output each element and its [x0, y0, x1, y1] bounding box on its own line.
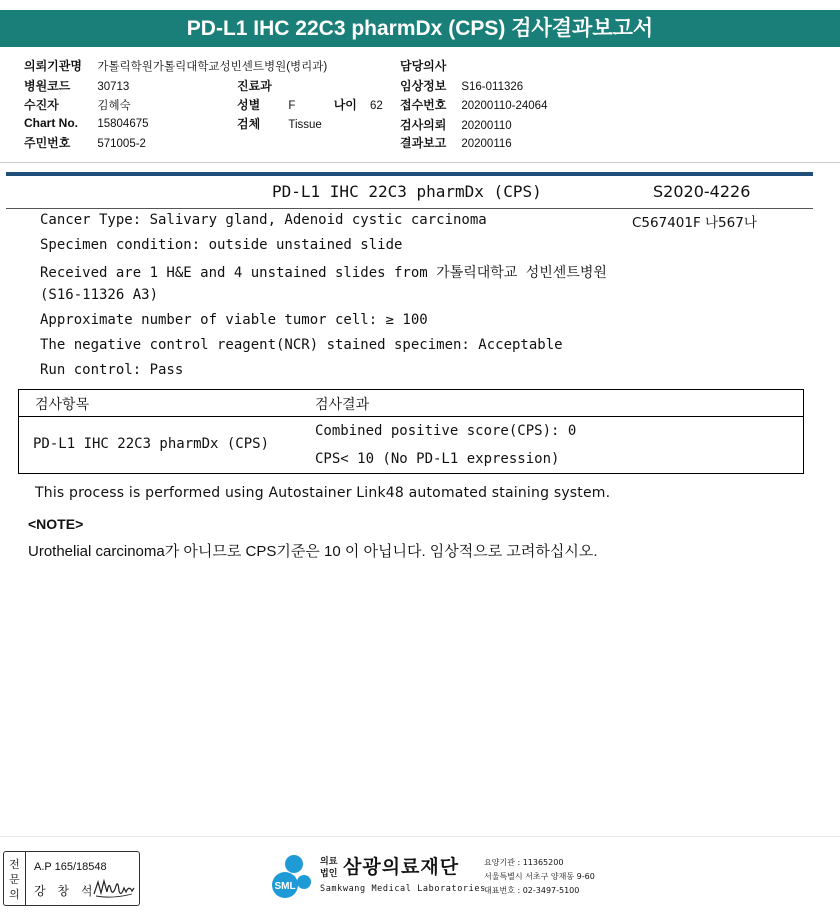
org-name: 삼광의료재단: [343, 856, 460, 878]
pathologist-name: 강 창 석: [34, 884, 97, 898]
specialist-char: 문: [9, 873, 20, 886]
report-top-rule: [6, 172, 813, 176]
logo-text: SML: [274, 881, 296, 892]
patient-row: [24, 96, 131, 113]
specimen-value: Tissue: [288, 119, 322, 131]
org-contact-info: [484, 856, 595, 898]
request-row: [400, 116, 512, 133]
cps-score-cell: Combined positive score(CPS): 0: [315, 423, 577, 439]
org-english-name: Samkwang Medical Laboratories: [320, 884, 486, 894]
patient-label: 수진자: [24, 98, 59, 112]
clinical-label: 임상정보: [400, 79, 447, 93]
ncr-line: The negative control reagent(NCR) stained specimen: Acceptable: [40, 337, 563, 353]
received-line: Received are 1 H&E and 4 unstained slides from 가톨릭대학교 성빈센트병원: [40, 265, 607, 281]
specialist-char: 전: [9, 858, 20, 871]
note-heading: <NOTE>: [28, 516, 84, 532]
cancer-type-line: Cancer Type: Salivary gland, Adenoid cystic carcinoma: [40, 212, 487, 228]
specialist-label: [4, 852, 26, 905]
cps-interpretation-cell: CPS< 10 (No PD-L1 expression): [315, 451, 560, 467]
age-label: 나이: [333, 98, 357, 112]
slide-id-line: (S16-11326 A3): [40, 287, 159, 303]
org-type-line: 의료: [320, 857, 338, 867]
request-label: 검사의뢰: [400, 118, 447, 132]
sex-value: F: [288, 100, 296, 112]
signature-image: [92, 876, 136, 900]
sex-label: 성별: [237, 98, 261, 112]
process-statement: This process is performed using Autostainer Link48 automated staining system.: [35, 485, 611, 501]
chart-label: Chart No.: [24, 116, 78, 130]
id-row: [24, 134, 146, 151]
hospital-code-row: [24, 77, 129, 94]
signature-box: [3, 851, 140, 906]
report-date-value: 20200116: [461, 138, 512, 150]
institution-row: [24, 57, 327, 74]
dept-row: [237, 77, 275, 94]
run-control-line: Run control: Pass: [40, 362, 184, 378]
specimen-label: 검체: [237, 117, 261, 131]
report-title-rule: [6, 208, 813, 209]
org-type-line: 법인: [320, 869, 338, 879]
org-info-phone: 대표번호 : 02-3497-5100: [484, 886, 580, 895]
result-table-header: [19, 390, 803, 417]
tumor-cell-line: Approximate number of viable tumor cell: ≥ 100: [40, 312, 428, 328]
institution-value: 가톨릭학원가톨릭대학교성빈센트병원(병리과): [97, 61, 328, 73]
ap-number: A.P 165/18548: [34, 861, 107, 873]
sml-logo-icon: [270, 852, 320, 902]
report-code: C567401F 나567나: [632, 215, 757, 231]
doctor-label: 담당의사: [400, 59, 447, 73]
org-info-code: 요양기관 : 11365200: [484, 858, 564, 867]
receipt-value: 20200110-24064: [461, 100, 548, 112]
id-label: 주민번호: [24, 136, 71, 150]
report-date-label: 결과보고: [400, 136, 447, 150]
report-title-bar: PD-L1 IHC 22C3 pharmDx (CPS) 검사결과보고서: [0, 10, 840, 47]
sex-row: [237, 96, 383, 113]
col-item-header: 검사항목: [35, 397, 90, 413]
report-date-row: [400, 134, 512, 151]
note-text: Urothelial carcinoma가 아니므로 CPS기준은 10 이 아닙니다. 임상적으로 고려하십시오.: [28, 543, 598, 560]
hospital-code-value: 30713: [97, 81, 130, 93]
patient-value: 김혜숙: [97, 100, 131, 112]
result-table: [18, 389, 804, 474]
dept-label: 진료과: [237, 79, 272, 93]
age-value: 62: [370, 100, 383, 112]
clinical-row: [400, 77, 523, 94]
chart-value: 15804675: [97, 118, 149, 130]
chart-row: [24, 116, 149, 130]
receipt-label: 접수번호: [400, 98, 447, 112]
doctor-row: [400, 57, 450, 74]
receipt-row: [400, 96, 547, 113]
report-number: S2020-4226: [653, 182, 751, 201]
org-info-address: 서울특별시 서초구 양재동 9-60: [484, 872, 595, 881]
institution-label: 의뢰기관명: [24, 59, 82, 73]
specialist-char: 의: [9, 888, 20, 901]
specimen-row: [237, 115, 322, 132]
request-value: 20200110: [461, 120, 512, 132]
hospital-code-label: 병원코드: [24, 79, 71, 93]
id-value: 571005-2: [97, 138, 146, 150]
specimen-condition-line: Specimen condition: outside unstained slide: [40, 237, 403, 253]
header-divider: [0, 162, 840, 163]
test-item-cell: PD-L1 IHC 22C3 pharmDx (CPS): [33, 436, 270, 452]
org-type: [320, 856, 337, 880]
clinical-value: S16-011326: [461, 81, 524, 93]
col-result-header: 검사결과: [315, 397, 370, 413]
report-test-title: PD-L1 IHC 22C3 pharmDx (CPS): [272, 182, 542, 201]
